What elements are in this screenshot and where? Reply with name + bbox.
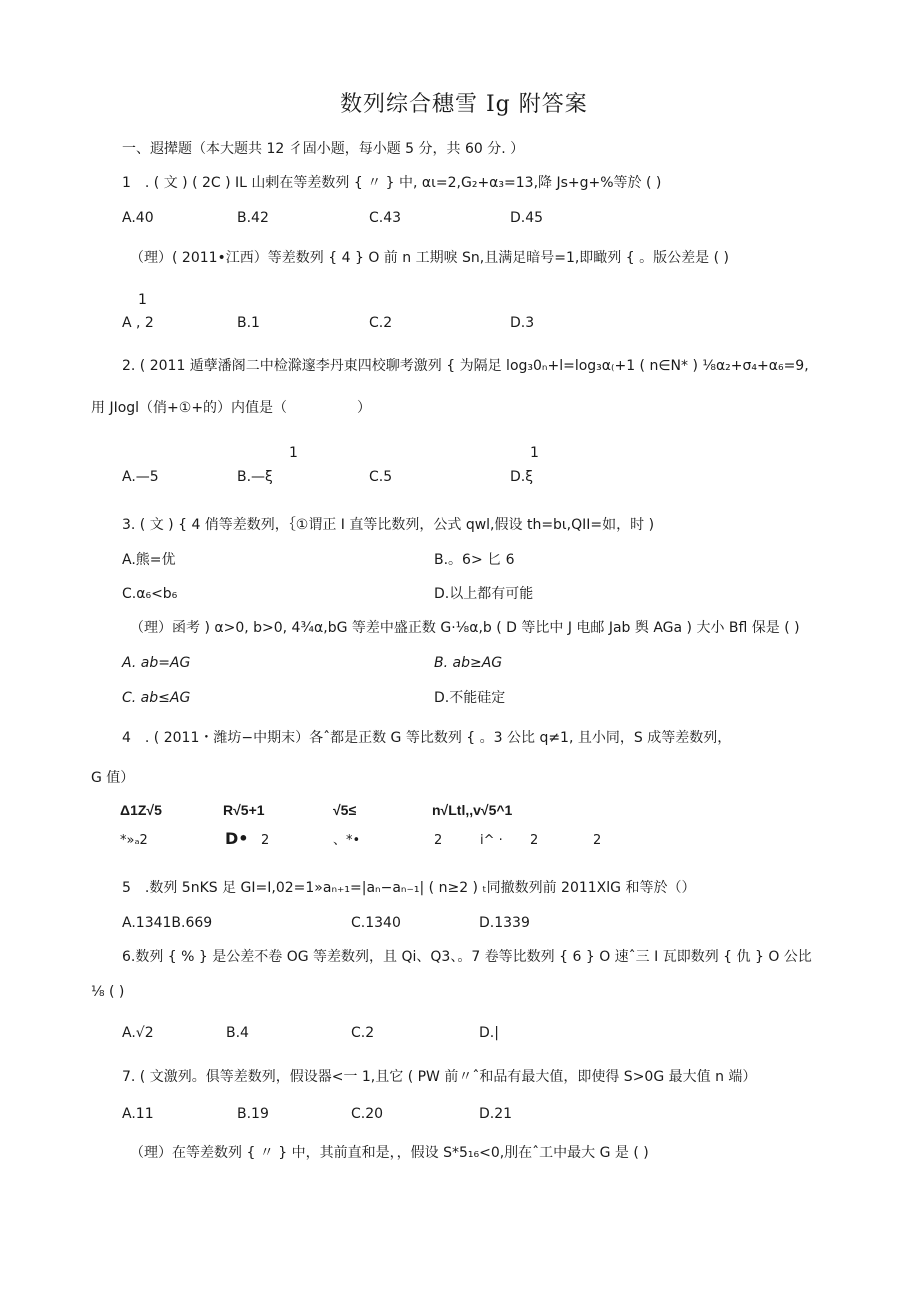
q6-option-c: C.2 xyxy=(351,1025,375,1041)
q4-option-d-label: i^ · xyxy=(480,833,503,848)
q1li-option-d: D.3 xyxy=(510,315,535,331)
question-2-stem-continued: 用 JIogl（俏+①+的）内值是（ ） xyxy=(91,400,372,416)
question-1-stem: 1 . ( 文 ) ( 2C ) IL 山剌在等差数列 { 〃 } 中, αι=2,G₂+α₃=13,降 Js+g+%等於 ( ) xyxy=(122,175,662,191)
q3-option-b: B.。6> 匕 6 xyxy=(434,552,515,568)
q4-option-c-label: 、*• xyxy=(333,833,361,848)
question-6-stem-continued: ⅛ ( ) xyxy=(91,984,125,1000)
question-3-stem: 3. ( 文 ) { 4 俏等差数列，｛①谓正 I 直等比数列，公式 qwl,假设 th=bι,QII=如，时 ) xyxy=(122,517,655,533)
q1-option-b: B.42 xyxy=(237,210,269,226)
q3li-option-c: C. ab≤AG xyxy=(122,690,191,706)
q3-option-a: A.熊=优 xyxy=(122,552,176,568)
question-2-stem: 2. ( 2011 遁孽潘阁二中检滁邃李丹東四校聊考激列 { 为隔足 log₃0ₙ+l=log₃α₍+1 ( n∈N* ) ⅛α₂+σ₄+α₆=9, xyxy=(122,358,809,374)
q3li-option-a: A. ab=AG xyxy=(122,655,191,671)
q7-option-c: C.20 xyxy=(351,1106,384,1122)
q3-option-c: C.α₆<b₆ xyxy=(122,586,178,602)
q2-option-b: B.—ξ xyxy=(237,469,273,485)
q6-option-d: D.| xyxy=(479,1025,499,1041)
q1li-option-b: B.1 xyxy=(237,315,260,331)
question-7-science-stem: （理）在等差数列 { 〃 } 中，其前直和是，，假设 S*5₁₆<0,刖在ˆ工中最大 G 是 ( ) xyxy=(130,1145,649,1161)
q4-option-d-formula: n√Ltl,,v√5^1 xyxy=(432,802,513,818)
q2-fraction-numerator-b: 1 xyxy=(289,445,298,461)
question-3-science-stem: （理）函考 ) α>0, b>0, 4¾α,bG 等差中盛正数 G·⅛α,b ( D 等比中 J 电邮 Jab 舆 AGa ) 大小 Bfl 保是 ( ) xyxy=(130,620,800,636)
q4-option-d-denominator-1: 2 xyxy=(530,833,539,848)
q2-option-d: D.ξ xyxy=(510,469,534,485)
q4-option-b-denominator: 2 xyxy=(261,833,270,848)
q3li-option-b: B. ab≥AG xyxy=(434,655,503,671)
q4-option-a-denominator: *»ₐ2 xyxy=(120,833,148,848)
question-1-science-stem: （理）( 2011•江西）等差数列 { 4 } O 前 n 工期唳 Sn,且满足暗号=1,即瞰列 { 。版公差是 ( ) xyxy=(130,250,729,266)
q4-option-a-formula: Δ1Z√5 xyxy=(120,802,162,818)
question-6-stem: 6.数列 { % } 是公差不卷 OG 等差数列，且 Qi、Q3、。7 卷等比数列 { 6 } O 速ˆ三 I 瓦即数列 { 仇 } O 公比 xyxy=(122,949,812,965)
question-4-stem: 4 . ( 2011・潍坊−中期末）各ˆ都是正数 G 等比数列 { 。3 公比 q≠1, 且小同，S 成等差数列， xyxy=(122,730,732,746)
q1-option-d: D.45 xyxy=(510,210,544,226)
question-4-stem-continued: G 值） xyxy=(91,770,135,786)
q4-option-d-denominator-2: 2 xyxy=(593,833,602,848)
document-title: 数列综合穗雪 Ig 附答案 xyxy=(340,92,588,117)
q7-option-d: D.21 xyxy=(479,1106,513,1122)
section-heading: 一、遐撵题（本大题共 12 彳固小题，每小题 5 分，共 60 分. ） xyxy=(122,141,525,157)
q6-option-b: B.4 xyxy=(226,1025,249,1041)
q1li-option-c: C.2 xyxy=(369,315,393,331)
question-5-stem: 5 .数列 5nKS 足 GI=I,02=1»aₙ₊₁=|aₙ−aₙ₋₁| ( n≥2 ) ₜ同撤数列前 2011XlG 和等於（） xyxy=(122,880,696,896)
q1li-option-a: A , 2 xyxy=(122,315,154,331)
q6-option-a: A.√2 xyxy=(122,1025,154,1041)
q5-option-c: C.1340 xyxy=(351,915,401,931)
q5-option-d: D.1339 xyxy=(479,915,530,931)
q1-option-c: C.43 xyxy=(369,210,402,226)
q1li-fraction-numerator: 1 xyxy=(138,292,147,308)
q3li-option-d: D.不能硅定 xyxy=(434,690,506,706)
q4-option-c-denominator: 2 xyxy=(434,833,443,848)
q4-option-b-label: D• xyxy=(225,829,249,848)
q2-option-c: C.5 xyxy=(369,469,393,485)
question-7-stem: 7. ( 文激列。俱等差数列，假设器<一 1,且它 ( PW 前〃ˆ和品有最大值，即使得 S>0G 最大值 n 端） xyxy=(122,1069,757,1085)
q4-option-c-formula: √5≤ xyxy=(333,802,357,818)
q4-option-b-formula: R√5+1 xyxy=(223,802,265,818)
q7-option-b: B.19 xyxy=(237,1106,269,1122)
q1-option-a: A.40 xyxy=(122,210,154,226)
q2-fraction-numerator-d: 1 xyxy=(530,445,539,461)
q5-option-ab: A.1341B.669 xyxy=(122,915,213,931)
q7-option-a: A.11 xyxy=(122,1106,154,1122)
q3-option-d: D.以上都有可能 xyxy=(434,586,534,602)
q2-option-a: A.—5 xyxy=(122,469,159,485)
